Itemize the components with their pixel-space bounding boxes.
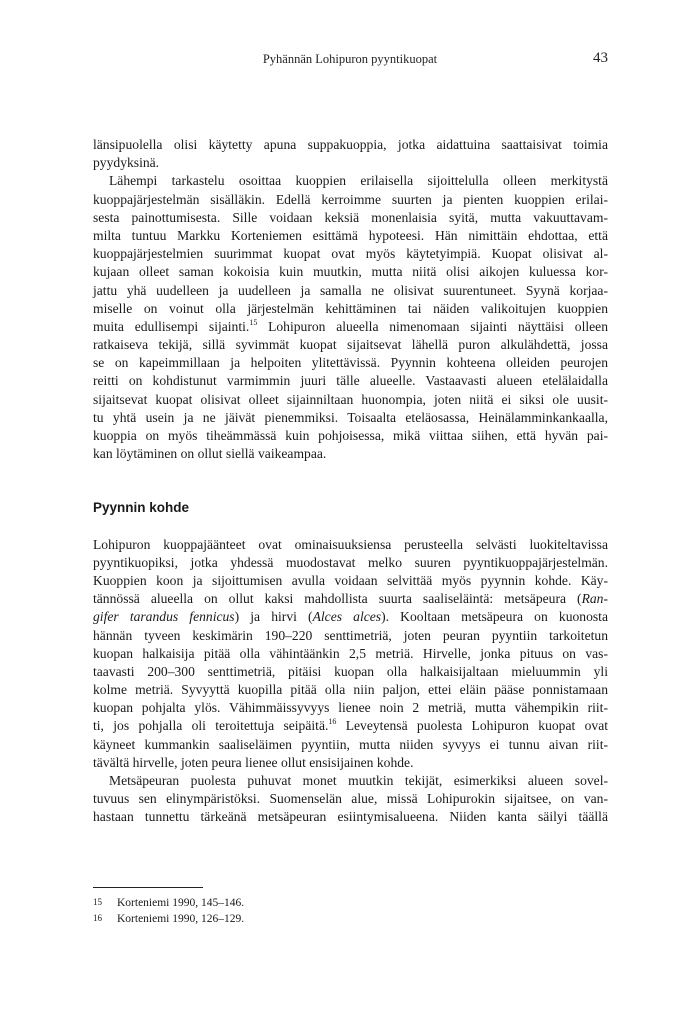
text-line: kuopan pohjalta ylös. Vähimmäissyvyys lienee noin 2 metriä, mutta vähempikin riit-	[93, 700, 608, 716]
text-line: sijaitsevat kuopat olisivat olleet sijainniltaan huonompia, joten niitä ei siksi ole uusit-	[93, 391, 608, 407]
text-line: jattu yhä uudelleen ja uudelleen ja samalla ne olisivat suurentuneet. Syynä korjaa-	[93, 282, 608, 298]
text-line	[93, 318, 608, 336]
text-line: kan löytäminen on ollut siellä vaikeampaa.	[93, 446, 327, 462]
text-line: pyydyksinä.	[93, 155, 160, 171]
text-line: kolme metriä. Syvyyttä kuopilla pitää olla niin paljon, ettei eläin pääse ponnistamaan	[93, 682, 608, 698]
text-run: ). Kooltaan metsäpeura on kuonosta	[381, 609, 608, 625]
paragraph-4	[93, 772, 608, 827]
footnote-15	[93, 895, 608, 911]
footnote-ref-16[interactable]: 16	[328, 717, 337, 727]
spacer	[93, 463, 608, 499]
text-line: ratkaiseva tekijä, sillä syvimmät kuopat sijaitsevat lähellä puron alkulähdettä, jossa	[93, 337, 608, 353]
text-run: tännössä alueella on ollut kaksi mahdollista suurta saaliseläintä: metsäpeura (	[93, 591, 582, 607]
text-line: kuoppia on myös tiheämmässä kuin pohjoisessa, mikä viittaa siihen, että hyvän pai-	[93, 428, 608, 443]
text-line: pyyntikuopiksi, jotka yhdessä muodostavat melko suuren pyyntikuoppajärjestelmän.	[93, 554, 608, 570]
text-line: kuoppajärjestelmän sisälläkin. Edellä kerroimme suurten ja pienten kuoppien erilai-	[93, 191, 608, 207]
text-line: Lohipuron kuoppajäänteet ovat ominaisuuksiensa perusteella selvästi luokiteltavissa	[93, 536, 608, 552]
running-title: Pyhännän Lohipuron pyyntikuopat	[262, 52, 438, 66]
paragraph-2	[93, 172, 608, 463]
text-line: taavasti 200–300 senttimetriä, pitäisi kuopan olla halkaisijaltaan mieluummin yli	[93, 663, 608, 679]
text-line	[93, 590, 608, 608]
footnote-number: 15	[93, 897, 102, 907]
footnote-text: Korteniemi 1990, 145–146.	[117, 897, 245, 909]
footnotes	[93, 895, 608, 927]
footnote-text: Korteniemi 1990, 126–129.	[117, 913, 245, 925]
paragraph-1	[93, 136, 608, 172]
section-heading: Pyynnin kohde	[93, 500, 190, 516]
body-text	[93, 136, 608, 827]
paragraph-3	[93, 536, 608, 772]
text-run: ) ja hirvi (	[234, 609, 313, 625]
text-line: kuopan halkaisija pitää olla vähintäänkin 2,5 metriä. Hirvelle, jonka pituus on vas-	[93, 645, 608, 661]
text-line: hastaan tunnettu tärkeänä metsäpeuran esiintymisalueena. Niiden kanta säilyi täällä	[93, 809, 608, 825]
footnote-16	[93, 911, 608, 927]
text-line: tu yhtä usein ja ne jäivät pienemmiksi. Toisaalta eteläosassa, Heinälamminkankaalla,	[93, 409, 608, 425]
text-run: Leveytensä puolesta Lohipuron kuopat ovat	[336, 718, 609, 734]
italic-text: Ran-	[581, 591, 608, 607]
text-line: Metsäpeuran puolesta puhuvat monet muutkin tekijät, esimerkiksi alueen sovel-	[109, 773, 608, 788]
footnote-number: 16	[93, 913, 102, 923]
footnote-ref-15[interactable]: 15	[249, 317, 258, 327]
text-line	[93, 717, 608, 735]
text-line: hännän tyveen keskimärin 190–220 senttimetriä, joten peuran pyyntiin tarkoitetun	[93, 627, 608, 643]
text-line: Lähempi tarkastelu osoittaa kuoppien erilaisella sijoittelulla olleen merkitystä	[109, 173, 608, 189]
text-line: milta tuntuu Markku Korteniemen esittämä hypoteesi. Hän nimittäin ehdottaa, että	[93, 227, 608, 243]
italic-text: Alces alces	[312, 609, 382, 625]
text-line: Kuoppien koon ja sijoittumisen avulla voidaan selvittää myös pyynnin kohde. Käy-	[93, 572, 608, 588]
text-line	[93, 608, 608, 626]
text-run: Lohipuron alueella nimenomaan sijainti näyttäisi olleen	[257, 318, 608, 334]
text-line: länsipuolella olisi käytetty apuna suppakuoppia, jotka aidattuina saattaisivat toimia	[93, 137, 608, 152]
text-line: se on kapeimmillaan ja helpoiten ylitettävissä. Pyynnin kohteena olleiden peurojen	[93, 355, 608, 371]
text-line: tuvuus sen elinympäristöksi. Suomenselän alue, missä Lohipurokin sijaitsee, on van-	[93, 791, 608, 807]
text-run: muita edullisempi sijainti.	[93, 318, 250, 334]
page-number: 43	[593, 50, 608, 66]
italic-text: gifer tarandus fennicus	[93, 609, 235, 625]
text-line: käyneet kummankin saaliseläimen pyyntiin, mutta niiden syvyys ei tunnu aivan riit-	[93, 736, 608, 752]
text-line: tävältä hirvelle, joten peura lienee ollut ensisijainen kohde.	[93, 754, 414, 770]
text-line: miselle on voinut olla järjestelmän kehittäminen tai näiden valikoitujen kuoppien	[93, 300, 608, 316]
text-run: ti, jos pohjalla oli teroitettuja seipäitä.	[93, 718, 329, 734]
text-line: kuoppajärjestelmien suurimmat kuopat ovat myös käytetyimpiä. Kuopat olisivat al-	[93, 246, 608, 262]
text-line: reitti on kohdistunut varmimmin juuri tälle alueelle. Vastaavasti alueen etelälaidalla	[93, 373, 608, 389]
spacer	[93, 518, 608, 536]
text-line: sesta painottumisesta. Sille voidaan keksiä monenlaisia syitä, mutta vakuuttavam-	[93, 209, 608, 225]
text-line: kujaan olleet saman kokoisia kuin muutkin, mutta niitä olisi aikojen kuluessa kor-	[93, 264, 608, 280]
footnote-divider	[93, 887, 203, 888]
